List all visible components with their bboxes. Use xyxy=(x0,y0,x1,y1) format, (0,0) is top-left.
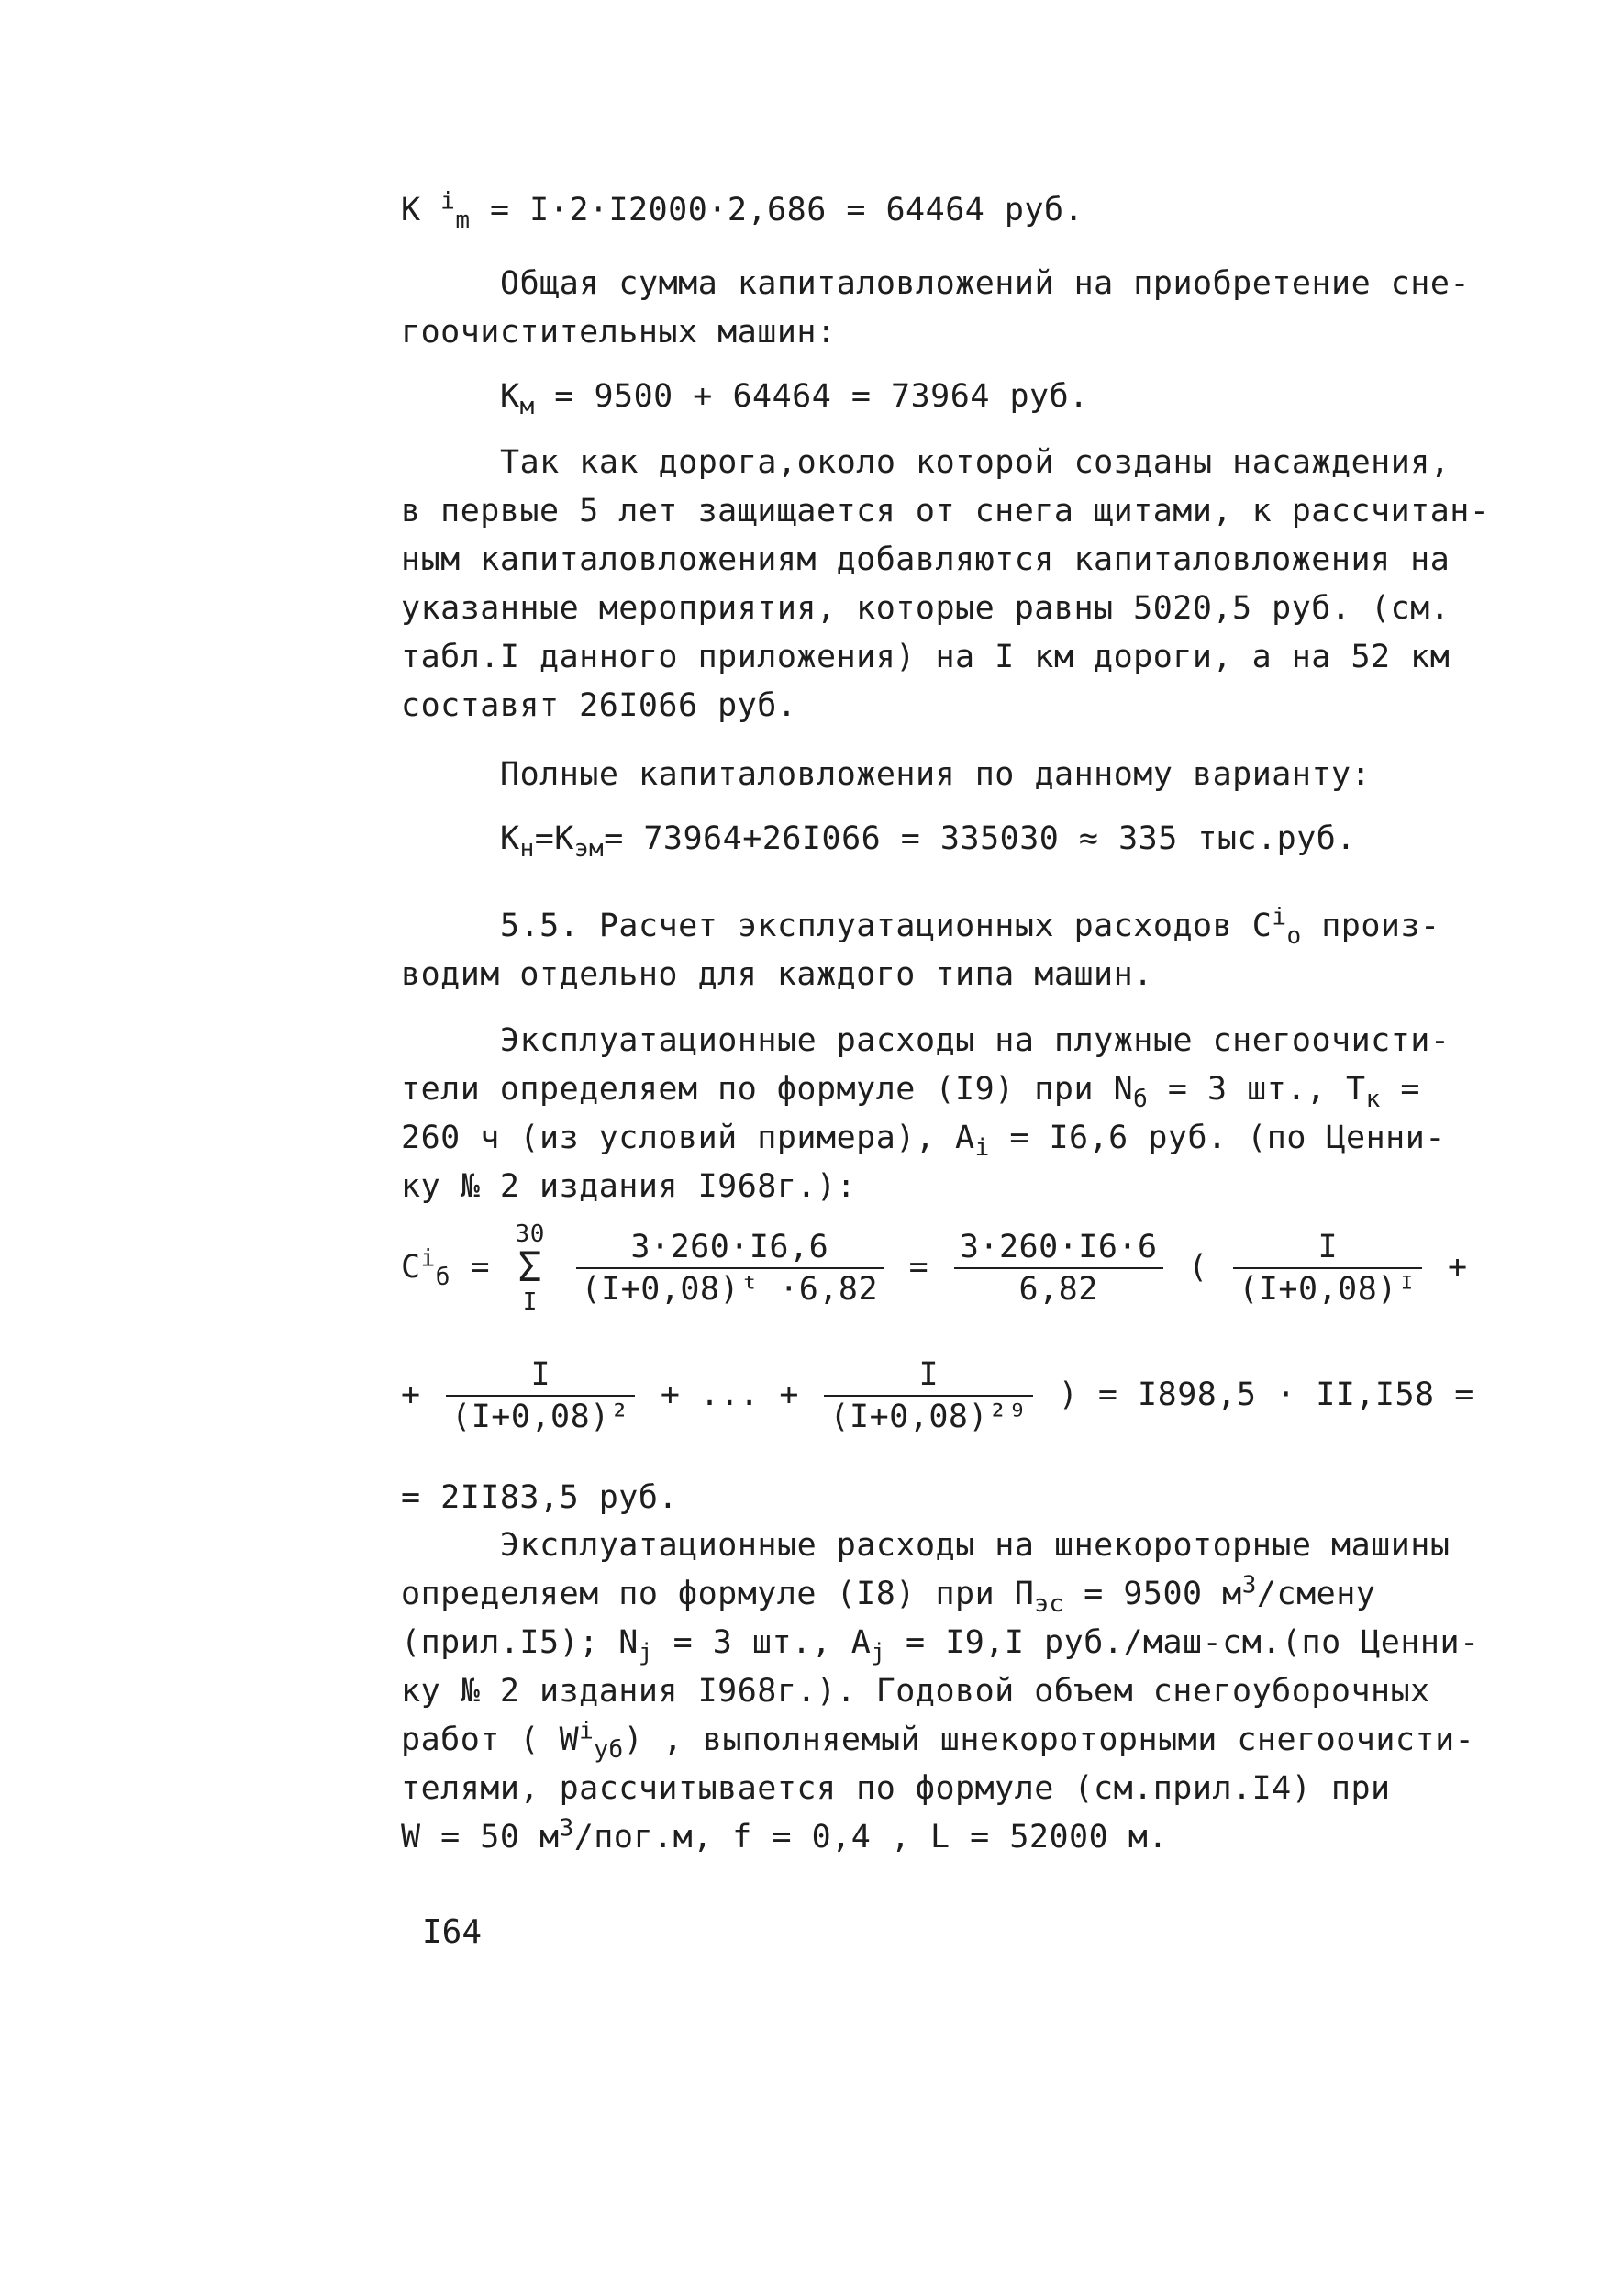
subscript: m xyxy=(455,206,471,234)
text: = 3 шт., А xyxy=(653,1624,872,1661)
text: 5.5. Расчет эксплуатационных расходов С xyxy=(500,908,1273,944)
text: = I6,6 руб. (по Ценни- xyxy=(989,1120,1445,1156)
text: произ- xyxy=(1301,908,1440,944)
text: = xyxy=(1380,1071,1420,1108)
numerator: 3·260·I6,6 xyxy=(576,1229,884,1269)
text: + xyxy=(1448,1249,1468,1286)
line-kn-formula xyxy=(500,817,1356,861)
text: = I·2·I2000·2,686 = 64464 руб. xyxy=(470,192,1084,228)
paragraph-line: Так как дорога,около которой созданы насаждения, xyxy=(500,444,1451,481)
paragraph-line xyxy=(401,1718,1474,1762)
fraction xyxy=(446,1356,635,1435)
subscript: i xyxy=(974,1134,990,1162)
fraction xyxy=(576,1229,884,1308)
text: /смену xyxy=(1256,1576,1376,1612)
section-heading-line xyxy=(500,904,1440,948)
superscript: i xyxy=(1272,903,1287,931)
paragraph-line xyxy=(401,1116,1445,1160)
text: + xyxy=(401,1376,441,1413)
text: работ ( W xyxy=(401,1722,580,1758)
paragraph-line: составят 26I066 руб. xyxy=(401,687,797,724)
subscript: м xyxy=(519,393,535,420)
subscript: о xyxy=(1286,922,1302,950)
text: = 3 шт., Т xyxy=(1148,1071,1366,1108)
paragraph-line: Полные капиталовложения по данному варианту: xyxy=(500,756,1372,793)
text: К xyxy=(500,378,520,415)
subscript: j xyxy=(638,1639,654,1666)
paragraph-line: в первые 5 лет защищается от снега щитами, к рассчитан- xyxy=(401,493,1490,529)
paragraph-line: ным капиталовложениям добавляются капиталовложения на xyxy=(401,541,1451,578)
paragraph-line xyxy=(401,1572,1375,1616)
numerator: I xyxy=(1233,1229,1422,1269)
sum-lower-limit: I xyxy=(522,1288,538,1316)
paragraph-line xyxy=(401,1067,1420,1111)
subscript: к xyxy=(1365,1086,1381,1113)
text: ( xyxy=(1188,1249,1208,1286)
subscript: б xyxy=(435,1264,450,1291)
text: (прил.I5); N xyxy=(401,1624,639,1661)
paragraph-line: указанные мероприятия, которые равны 5020,5 руб. (см. xyxy=(401,590,1451,627)
text: тели определяем по формуле (I9) при N xyxy=(401,1071,1134,1108)
text: /пог.м, f = 0,4 , L = 52000 м. xyxy=(573,1819,1168,1856)
paragraph-line: Эксплуатационные расходы на плужные снегоочисти- xyxy=(500,1022,1451,1059)
denominator: (I+0,08)ᵗ ·6,82 xyxy=(581,1271,879,1308)
denominator: (I+0,08)ᴵ xyxy=(1239,1271,1417,1308)
text: К xyxy=(500,820,520,857)
text: = 9500 м xyxy=(1063,1576,1242,1612)
fraction xyxy=(824,1356,1033,1435)
text: = xyxy=(450,1249,510,1286)
fraction xyxy=(1233,1229,1422,1308)
paragraph-line: ку № 2 издания I968г.): xyxy=(401,1168,857,1205)
subscript: н xyxy=(519,835,535,863)
subscript: j xyxy=(871,1639,886,1666)
text: + ... + xyxy=(660,1376,819,1413)
denominator: (I+0,08)² xyxy=(451,1399,630,1435)
superscript: 3 xyxy=(1241,1571,1257,1599)
text: 260 ч (из условий примера), А xyxy=(401,1120,975,1156)
sum-upper-limit: 30 xyxy=(515,1220,545,1248)
superscript: 3 xyxy=(559,1814,574,1843)
numerator: 3·260·I6·6 xyxy=(954,1229,1163,1269)
sigma-symbol: Σ xyxy=(517,1244,543,1291)
subscript: эм xyxy=(573,835,605,863)
paragraph-line: ку № 2 издания I968г.). Годовой объем снегоуборочных xyxy=(401,1673,1430,1710)
text: = I9,I руб./маш-см.(по Ценни- xyxy=(885,1624,1480,1661)
formula-line-1 xyxy=(401,1220,1468,1316)
denominator: (I+0,08)²⁹ xyxy=(829,1399,1028,1435)
text: = xyxy=(908,1249,949,1286)
paragraph-line xyxy=(401,1621,1480,1665)
numerator: I xyxy=(446,1356,635,1397)
formula-line-2 xyxy=(401,1356,1474,1435)
page-number: I64 xyxy=(422,1913,483,1951)
numerator: I xyxy=(824,1356,1033,1397)
subscript: эс xyxy=(1034,1590,1064,1618)
formula-result-line: = 2II83,5 руб. xyxy=(401,1479,679,1516)
text: определяем по формуле (I8) при П xyxy=(401,1576,1035,1612)
subscript: б xyxy=(1133,1086,1149,1113)
text: = 73964+26I066 = 335030 ≈ 335 тыс.руб. xyxy=(604,820,1356,857)
paragraph-line: водим отдельно для каждого типа машин. xyxy=(401,956,1153,993)
text: ) = I898,5 · II,I58 = xyxy=(1058,1376,1474,1413)
superscript: i xyxy=(579,1717,595,1745)
paragraph-line: гоочистительных машин: xyxy=(401,314,837,351)
paragraph-line: табл.I данного приложения) на I км дороги, а на 52 км xyxy=(401,639,1451,675)
fraction xyxy=(954,1229,1163,1308)
paragraph-line: Общая сумма капиталовложений на приобретение сне- xyxy=(500,265,1471,302)
paragraph-line: Эксплуатационные расходы на шнекороторные машины xyxy=(500,1527,1451,1564)
text: С xyxy=(401,1249,421,1286)
superscript: i xyxy=(440,187,456,216)
text: =К xyxy=(534,820,574,857)
superscript: i xyxy=(420,1244,436,1273)
text: К xyxy=(401,192,441,228)
line-km-total xyxy=(500,374,1089,418)
paragraph-line xyxy=(401,1815,1168,1859)
line-km-formula xyxy=(401,188,1084,232)
paragraph-line: телями, рассчитывается по формуле (см.прил.I4) при xyxy=(401,1770,1391,1807)
summation xyxy=(516,1220,545,1316)
text: W = 50 м xyxy=(401,1819,560,1856)
denominator: 6,82 xyxy=(1018,1271,1098,1308)
text: ) , выполняемый шнекороторными снегоочисти- xyxy=(623,1722,1475,1758)
text: = 9500 + 64464 = 73964 руб. xyxy=(534,378,1089,415)
subscript: уб xyxy=(594,1736,624,1764)
